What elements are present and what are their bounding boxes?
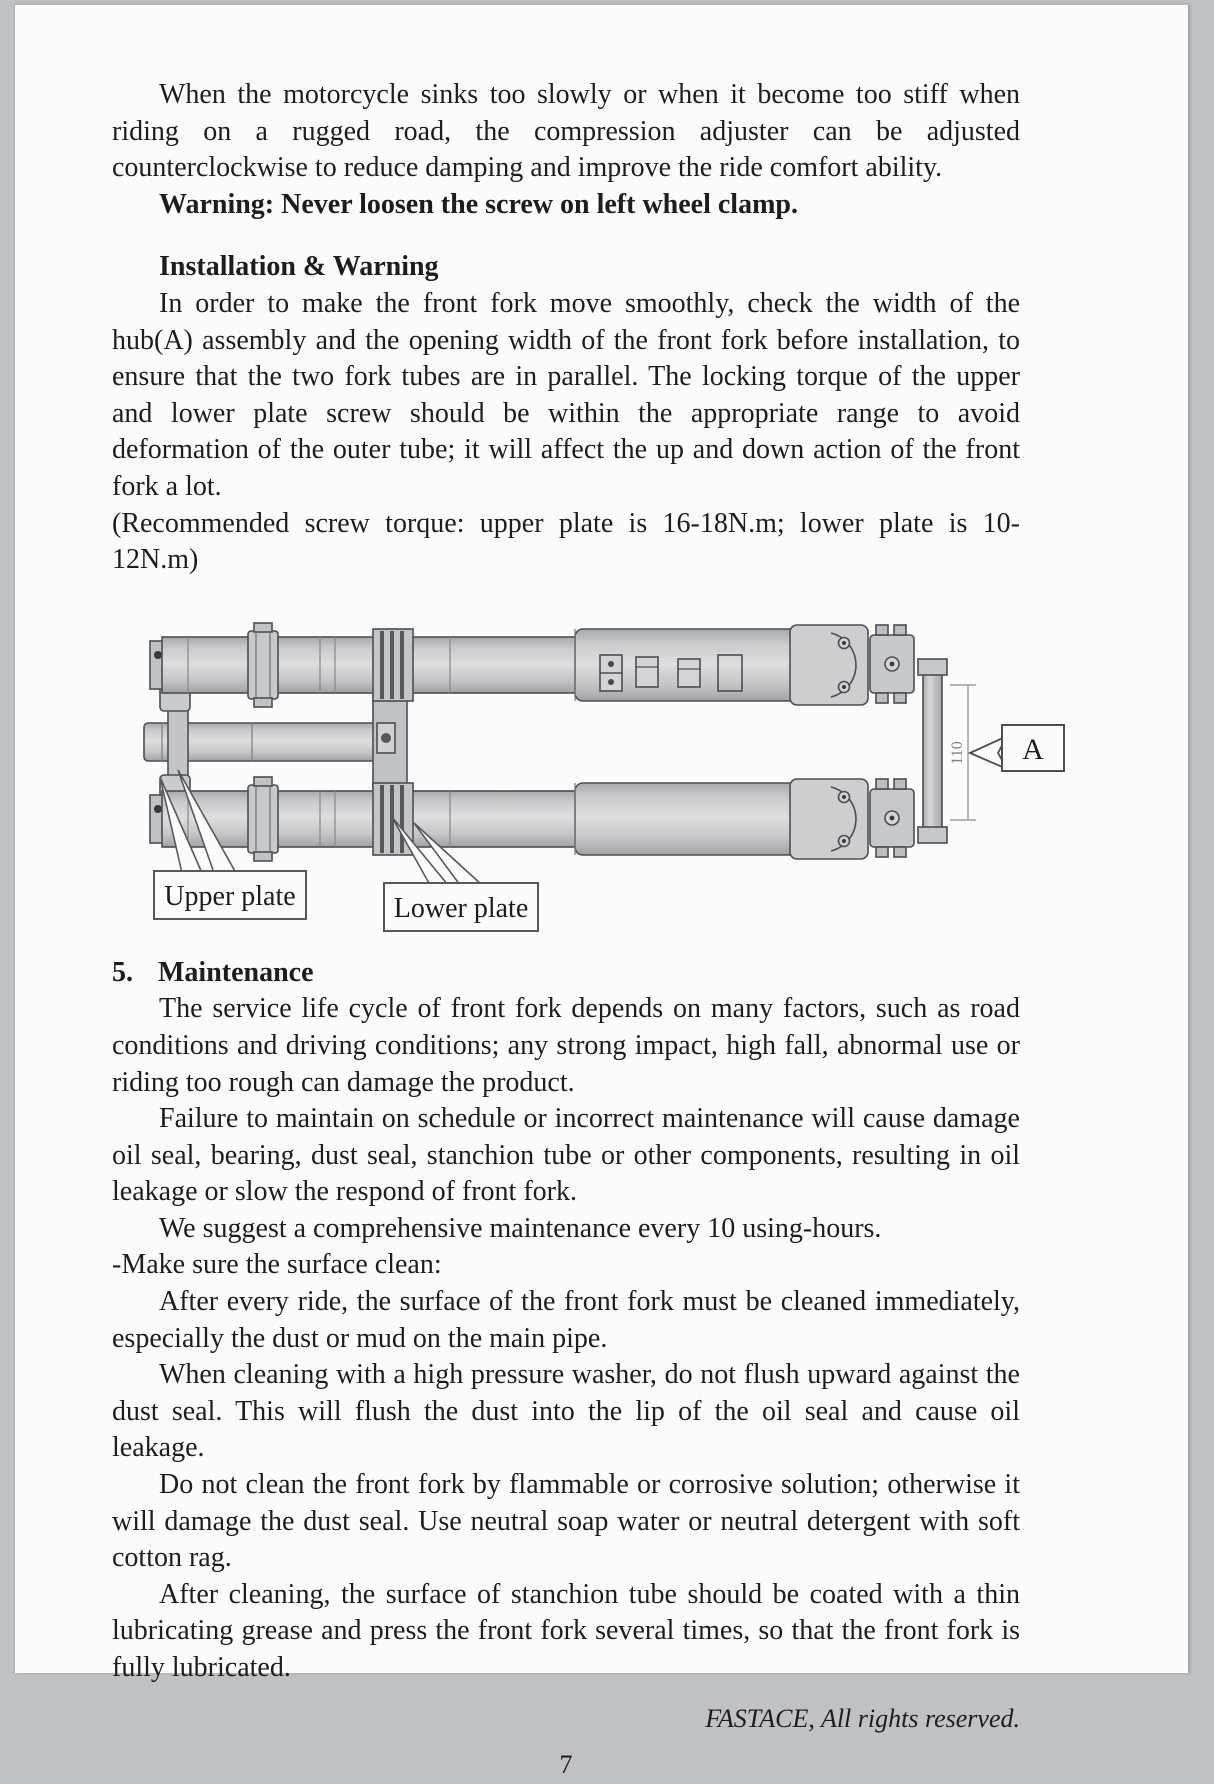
paragraph-surface-clean: -Make sure the surface clean: — [112, 1249, 442, 1281]
bottom-fork-leg — [150, 777, 914, 861]
fork-illustration — [130, 585, 1080, 945]
front-fork-diagram — [130, 585, 1080, 945]
axle-rod — [923, 665, 942, 837]
dimension-110-text: 110 — [949, 741, 966, 765]
paragraph-installation: In order to make the front fork move smoothly, check the width of the hub(A) assembly and the opening width of the front fork before installation, to ensure that the two fork tubes are in parallel. The locking torque of the upper and lower plate screw should be within the appropriate range to avoid deformation of the outer tube; it will affect the up and down action of the front fork a lot. — [112, 287, 1020, 502]
paragraph-pressure-washer: When cleaning with a high pressure washer, do not flush upward against the dust seal. This will flush the dust into the lip of the oil seal and cause oil leakage. — [112, 1359, 1020, 1464]
section-title: Maintenance — [158, 956, 314, 988]
copyright-line: FASTACE, All rights reserved. — [705, 1703, 1020, 1733]
paragraph-failure-to-maintain: Failure to maintain on schedule or incorrect maintenance will cause damage oil seal, bearing, dust seal, stanchion tube or other components, resulting in oil leakage or slow the respond of front fork. — [112, 1103, 1020, 1208]
dimension-a-callout — [970, 725, 1064, 771]
paragraph-no-flammable: Do not clean the front fork by flammable or corrosive solution; otherwise it will damage the dust seal. Use neutral soap water or neutral detergent with soft cotton rag. — [112, 1469, 1020, 1574]
paragraph-suggest-maintenance: We suggest a comprehensive maintenance every 10 using-hours. — [159, 1212, 882, 1244]
top-fork-leg — [150, 623, 914, 707]
heading-installation-warning: Installation & Warning — [159, 251, 439, 283]
lower-plate-label: Lower plate — [393, 892, 529, 924]
scanned-manual-page — [14, 4, 1188, 1780]
warning-line: Warning: Never loosen the screw on left wheel clamp. — [159, 188, 798, 220]
page-content — [15, 5, 1188, 1784]
section-number: 5. — [112, 956, 133, 988]
heading-maintenance — [112, 955, 1020, 992]
paragraph-after-every-ride: After every ride, the surface of the front fork must be cleaned immediately, especially the dust or mud on the main pipe. — [112, 1286, 1020, 1354]
paragraph-compression-adjuster: When the motorcycle sinks too slowly or when it become too stiff when riding on a rugged road, the compression adjuster can be adjusted counterclockwise to reduce damping and improve the ride comfort ability. — [112, 79, 1020, 184]
page-number: 7 — [559, 1750, 573, 1780]
callout-a-text: A — [1022, 732, 1044, 766]
paragraph-after-cleaning: After cleaning, the surface of stanchion tube should be coated with a thin lubricating grease and press the front fork several times, so that the front fork is fully lubricated. — [112, 1578, 1020, 1683]
upper-plate-label: Upper plate — [164, 880, 296, 912]
torque-note: (Recommended screw torque: upper plate is 16-18N.m; lower plate is 10-12N.m) — [112, 507, 1020, 576]
paragraph-service-life: The service life cycle of front fork depends on many factors, such as road conditions and driving conditions; any strong impact, high fall, abnormal use or riding too rough can damage the product. — [112, 993, 1020, 1098]
